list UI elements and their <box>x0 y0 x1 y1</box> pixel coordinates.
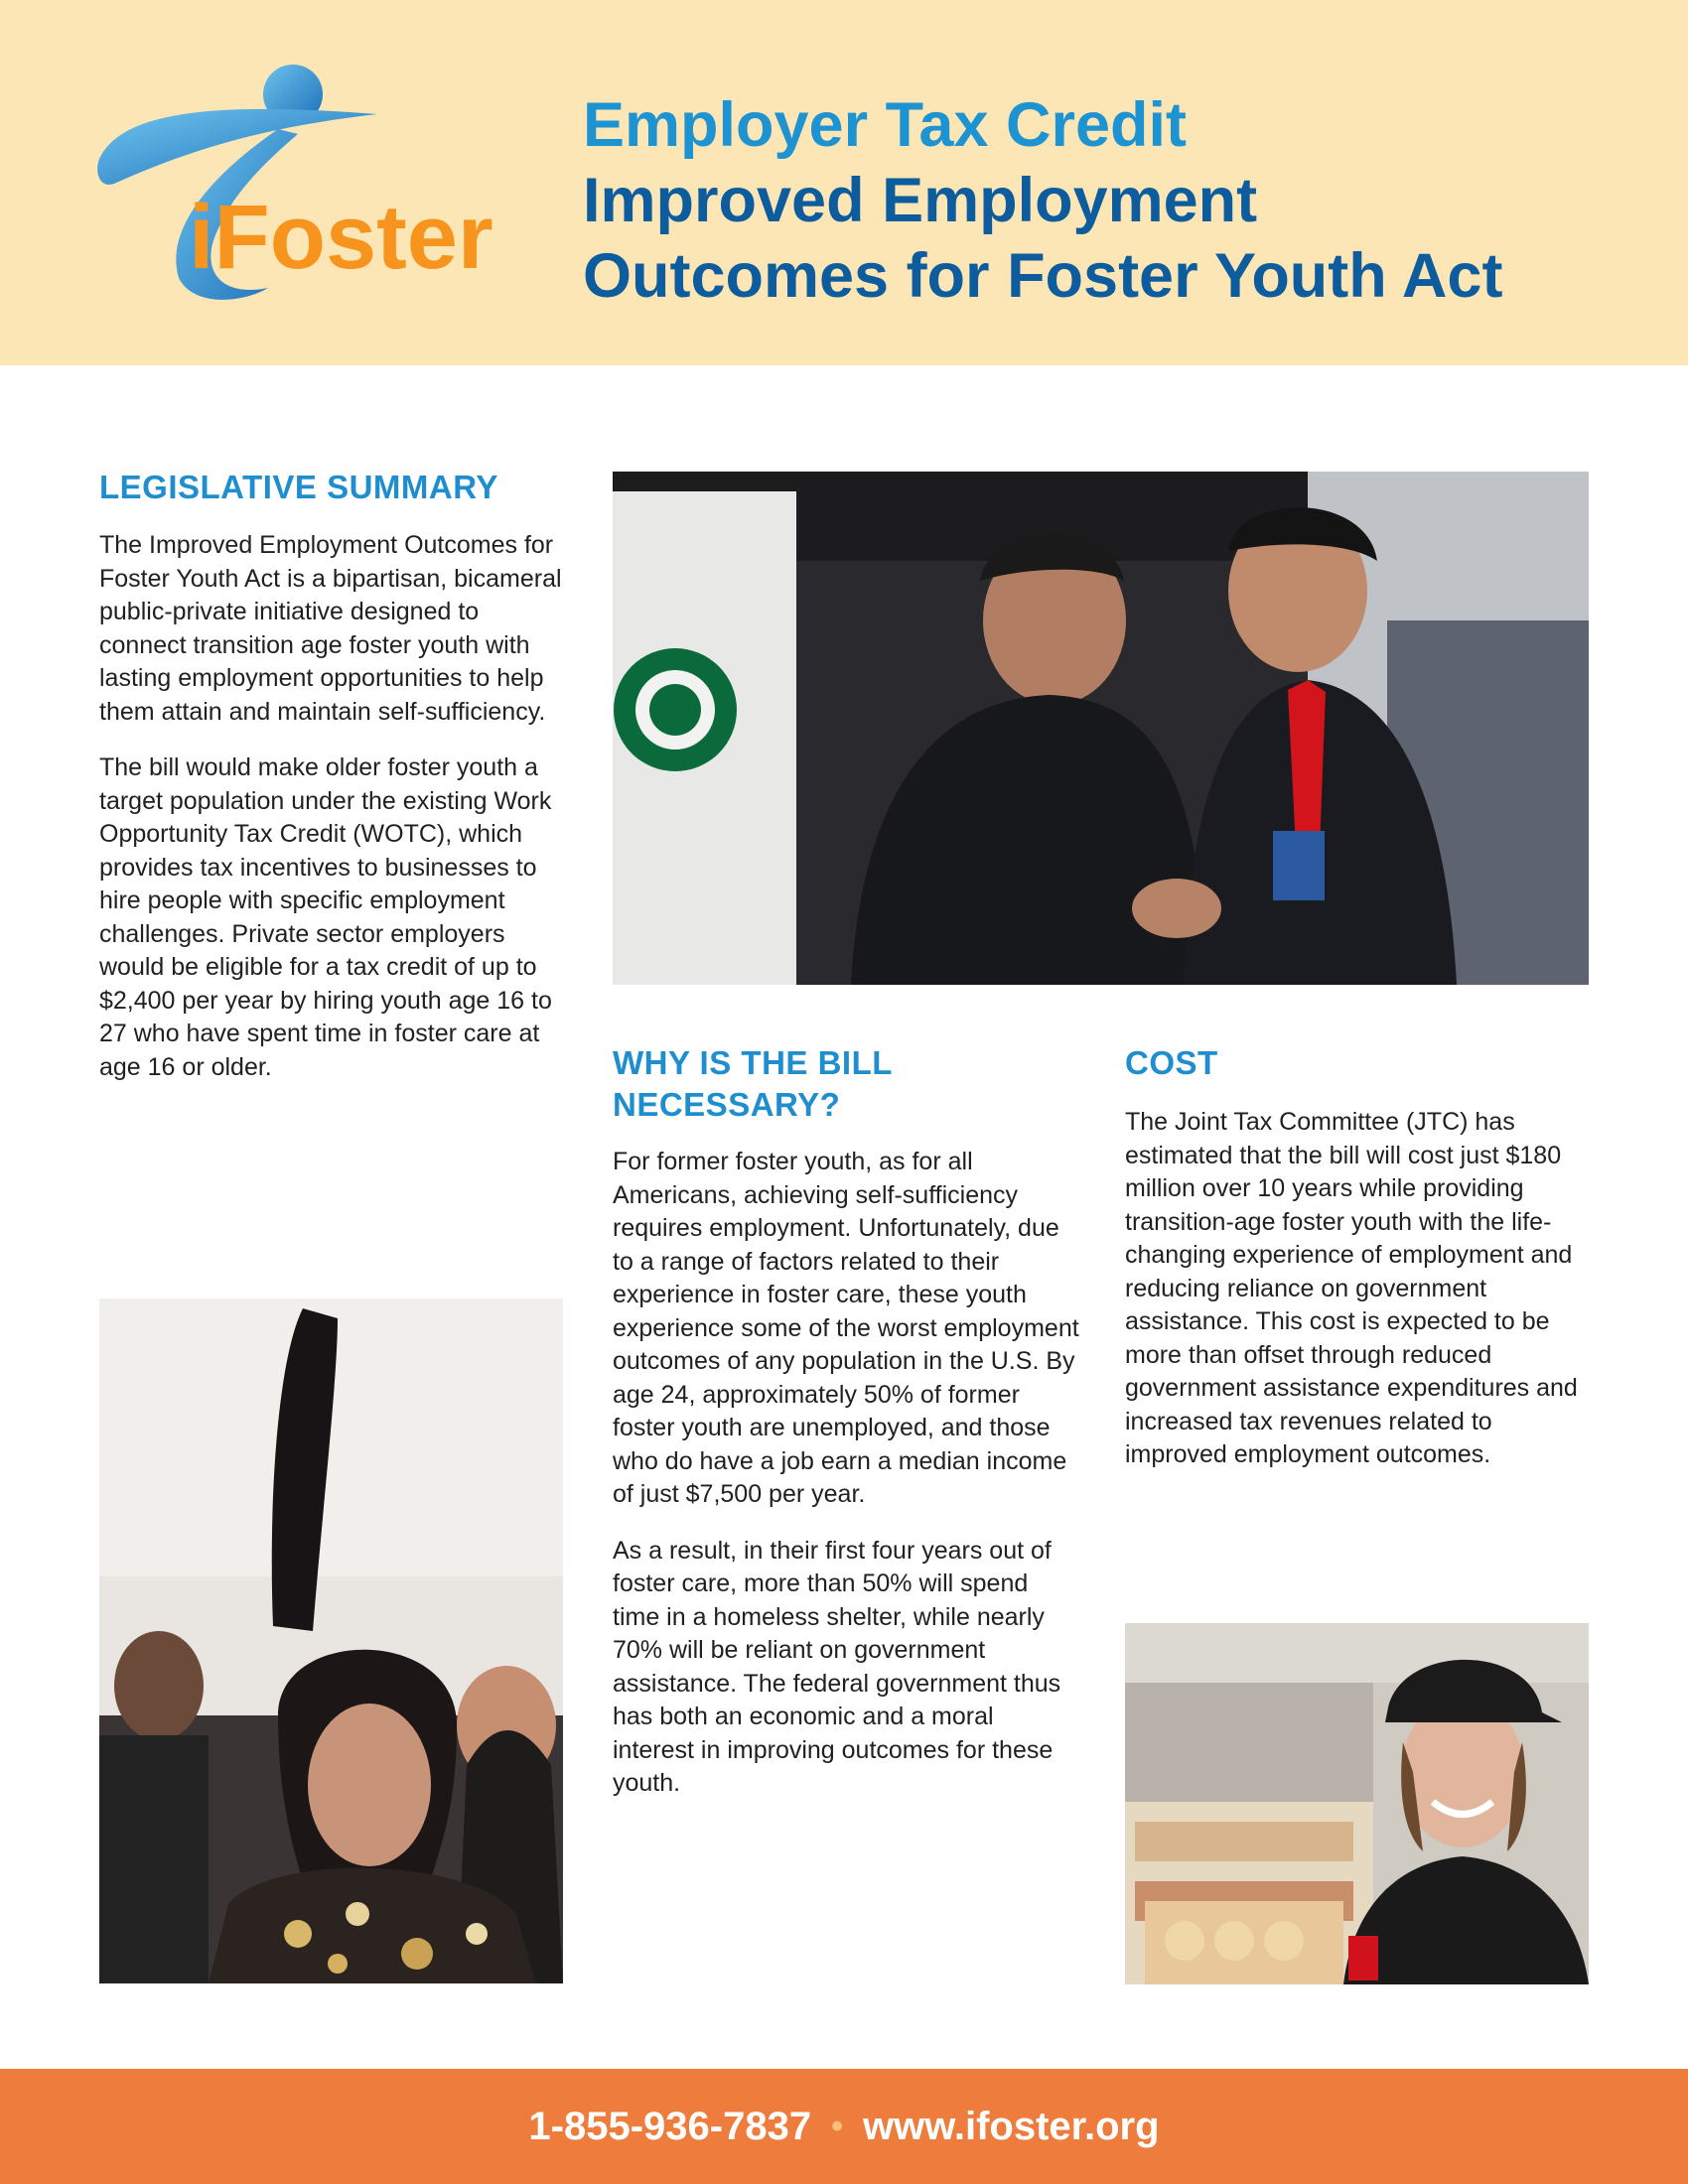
svg-text:iFoster: iFoster <box>189 187 493 288</box>
photo-bakery-worker <box>1125 1623 1589 1984</box>
footer-website[interactable]: www.ifoster.org <box>863 2104 1160 2148</box>
legislative-summary-para-1: The Improved Employment Outcomes for Foster Youth Act is a bipartisan, bicameral public-private initiative designed to connect transition age foster youth with lasting employment opportunities to help them attain and maintain self-sufficiency. <box>99 531 562 726</box>
title-line-1: Employer Tax Credit <box>583 90 1188 160</box>
why-necessary-heading-line-2: NECESSARY? <box>613 1086 841 1123</box>
why-necessary-body <box>613 1146 1079 1824</box>
cost-body <box>1125 1106 1592 1495</box>
legislative-summary-body <box>99 529 566 1107</box>
footer-phone[interactable]: 1-855-936-7837 <box>528 2104 812 2148</box>
title-line-3: Outcomes for Foster Youth Act <box>583 241 1503 311</box>
document-title <box>583 87 1675 314</box>
legislative-summary-heading: LEGISLATIVE SUMMARY <box>99 469 498 505</box>
photo-handshake <box>613 472 1589 985</box>
cost-para-1: The Joint Tax Committee (JTC) has estimated that the bill will cost just $180 million over 10 years while providing transition-age foster youth with the life-changing experience of employment and reducing reliance on government assistance. This cost is expected to be more than offset through reduced government assistance expenditures and increased tax revenues related to improved employment outcomes. <box>1125 1108 1578 1468</box>
why-necessary-heading-line-1: WHY IS THE BILL <box>613 1044 893 1081</box>
why-necessary-para-2: As a result, in their first four years out of foster care, more than 50% will spend time in a homeless shelter, while nearly 70% will be reliant on government assistance. The federal government thus has both an economic and a moral interest in improving outcomes for these youth. <box>613 1536 1061 1797</box>
photo-raised-hand <box>99 1298 563 1983</box>
title-line-2: Improved Employment <box>583 166 1258 235</box>
ifoster-logo-icon <box>94 55 541 313</box>
footer-bar <box>0 2069 1688 2184</box>
legislative-summary-para-2: The bill would make older foster youth a target population under the existing Work Opportunity Tax Credit (WOTC), which provides tax incentives to businesses to hire people with specific employment challenges. Private sector employers would be eligible for a tax credit of up to $2,400 per year by hiring youth age 16 to 27 who have spent time in foster care at age 16 or older. <box>99 753 552 1081</box>
ifoster-logo[interactable] <box>94 55 541 313</box>
why-necessary-heading <box>613 1042 893 1126</box>
footer-separator: • <box>831 2107 843 2145</box>
header-banner <box>0 0 1688 365</box>
cost-heading: COST <box>1125 1044 1218 1081</box>
why-necessary-para-1: For former foster youth, as for all Americans, achieving self-sufficiency requires employment. Unfortunately, due to a range of factors related to their experience in foster care, these youth experience some of the worst employment outcomes of any population in the U.S. By age 24, approximately 50% of former foster youth are unemployed, and those who do have a job earn a median income of just $7,500 per year. <box>613 1148 1079 1508</box>
